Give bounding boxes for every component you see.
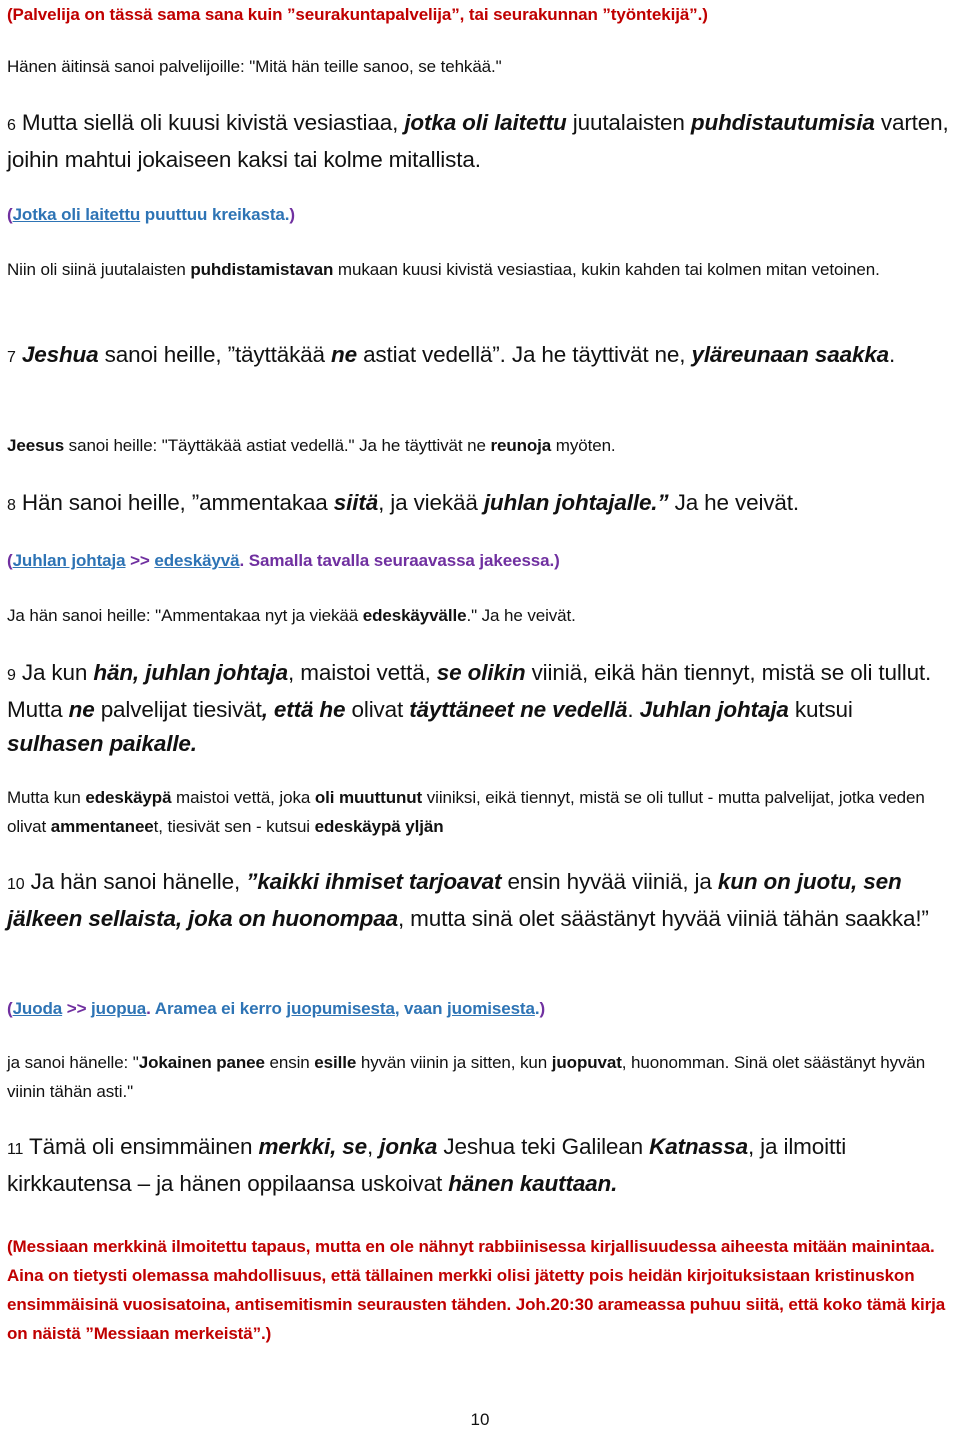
- traditional-text-v7: [7, 431, 953, 460]
- traditional-text-v6: [7, 255, 953, 284]
- verse-emphasis: juhlan johtajalle.”: [483, 490, 669, 515]
- note-term: Juoda: [12, 999, 63, 1018]
- verse-text: olivat: [345, 697, 410, 722]
- verse-6: [7, 106, 953, 177]
- note-term: juopumisesta: [286, 999, 395, 1018]
- text: ." Ja he veivät.: [466, 606, 576, 625]
- note-text: (Messiaan merkkinä ilmoitettu tapaus, mutta en ole nähnyt rabbiinisessa kirjallisuudessa aiheesta mitään mainintaa. Aina on tietysti olemassa mahdollisuus, että tällainen merkki olisi jätetty pois heidän kirjoituksistaan kristinuskon ensimmäisinä vuosisatoina, antisemitismin seurausten tähden. Joh.20:30 arameassa puhuu siitä, että koko tämä kirja on näistä ”Messiaan merkeistä”.): [7, 1237, 946, 1343]
- verse-emphasis: Katnassa: [649, 1134, 748, 1159]
- verse-emphasis: , että he: [261, 697, 346, 722]
- text: Hänen äitinsä sanoi palvelijoille: "Mitä hän teille sanoo, se tehkää.": [7, 57, 502, 76]
- note-text: , vaan: [394, 999, 448, 1018]
- note-term: juopua: [91, 999, 147, 1018]
- verse-emphasis: merkki, se: [258, 1134, 368, 1159]
- note-verse-10: [7, 994, 953, 1023]
- note-text: puuttuu kreikasta.: [140, 205, 290, 224]
- text-bold: oli muuttunut: [314, 788, 423, 807]
- verse-text: , ja viekää: [378, 490, 484, 515]
- text-bold: Jeesus: [7, 436, 65, 455]
- note-arrow: >>: [125, 551, 155, 570]
- verse-text: Jeshua teki Galilean: [437, 1134, 650, 1159]
- verse-9: [7, 656, 953, 761]
- verse-emphasis: siitä: [333, 490, 379, 515]
- paren: (: [7, 999, 13, 1018]
- verse-text: Tämä oli ensimmäinen: [23, 1134, 259, 1159]
- text: Ja hän sanoi heille: "Ammentakaa nyt ja viekää: [7, 606, 363, 625]
- text-bold: esille: [314, 1053, 357, 1072]
- verse-number: 8: [7, 497, 16, 514]
- verse-7: [7, 338, 953, 375]
- text: maistoi vettä, joka: [171, 788, 315, 807]
- verse-text: palvelijat tiesivät: [94, 697, 262, 722]
- verse-text: kutsui: [788, 697, 853, 722]
- traditional-text-v10: [7, 1048, 953, 1106]
- text-bold: ammentanee: [50, 817, 154, 836]
- note-term: Juhlan johtaja: [12, 551, 126, 570]
- verse-number: 9: [7, 667, 16, 684]
- note-text: .: [534, 999, 540, 1018]
- note-text: (Palvelija on tässä sama sana kuin ”seurakuntapalvelija”, tai seurakunnan ”työntekijä”.): [7, 5, 708, 24]
- translator-note-messiah-sign: [7, 1232, 953, 1348]
- note-term: edeskäyvä: [154, 551, 240, 570]
- text: ja sanoi hänelle: ": [7, 1053, 139, 1072]
- verse-emphasis: hän, juhlan johtaja: [93, 660, 289, 685]
- verse-text: viiniä, eikä hän tiennyt, mistä se oli tullut. Mutta: [7, 660, 932, 722]
- verse-text: Ja kun: [15, 660, 94, 685]
- text-bold: reunoja: [490, 436, 552, 455]
- text: ensin: [264, 1053, 315, 1072]
- verse-number: 7: [7, 349, 16, 366]
- traditional-text-v5: [7, 52, 953, 81]
- verse-number: 10: [7, 876, 25, 893]
- verse-text: Mutta siellä oli kuusi kivistä vesiastiaa,: [15, 110, 405, 135]
- verse-text: .: [889, 342, 896, 367]
- text-bold: edeskäypä yljän: [314, 817, 444, 836]
- text: hyvän viinin ja sitten, kun: [356, 1053, 552, 1072]
- verse-text: , ja ilmoitti kirkkautensa – ja hänen oppilaansa uskoivat: [7, 1134, 847, 1196]
- text: , huonomman. Sinä olet säästänyt hyvän viinin tähän asti.": [7, 1053, 926, 1101]
- translator-note-servant: [7, 0, 953, 29]
- verse-text: , mutta sinä olet säästänyt hyvää viiniä tähän saakka!”: [397, 906, 929, 931]
- verse-text: .: [627, 697, 640, 722]
- verse-text: Hän sanoi heille, ”ammentakaa: [15, 490, 334, 515]
- paren: (: [7, 551, 13, 570]
- paren: (: [7, 205, 13, 224]
- text: myöten.: [551, 436, 616, 455]
- verse-emphasis: ne: [68, 697, 95, 722]
- verse-emphasis: jotka oli laitettu: [404, 110, 567, 135]
- text: t, tiesivät sen - kutsui: [153, 817, 315, 836]
- paren: ): [554, 551, 560, 570]
- text-bold: puhdistamistavan: [190, 260, 334, 279]
- traditional-text-v9: [7, 783, 953, 841]
- traditional-text-v8: [7, 601, 953, 630]
- note-text: Aramea ei kerro: [150, 999, 287, 1018]
- note-term: Jotka oli laitettu: [12, 205, 141, 224]
- verse-emphasis: jonka: [379, 1134, 438, 1159]
- verse-text: Ja hän sanoi hänelle,: [24, 869, 247, 894]
- verse-emphasis: Juhlan johtaja: [639, 697, 789, 722]
- text-bold: juopuvat: [551, 1053, 622, 1072]
- verse-emphasis: täyttäneet ne vedellä: [409, 697, 628, 722]
- paren: ): [539, 999, 546, 1018]
- note-text: . Samalla tavalla seuraavassa jakeessa.: [239, 551, 555, 570]
- verse-emphasis: sulhasen paikalle.: [7, 731, 197, 756]
- note-verse-8: [7, 546, 953, 575]
- note-term: juomisesta: [447, 999, 535, 1018]
- verse-emphasis: ne: [331, 342, 357, 367]
- text-bold: Jokainen panee: [138, 1053, 265, 1072]
- verse-text: juutalaisten: [566, 110, 691, 135]
- verse-text: ensin hyvää viiniä, ja: [501, 869, 718, 894]
- verse-text: varten, joihin mahtui jokaiseen kaksi tai kolme mitallista.: [7, 110, 949, 172]
- verse-emphasis: yläreunaan saakka: [691, 342, 890, 367]
- verse-text: sanoi heille, ”täyttäkää: [98, 342, 331, 367]
- note-verse-6: [7, 200, 953, 229]
- verse-emphasis: Jeshua: [21, 342, 99, 367]
- verse-10: [7, 865, 953, 936]
- paren: ): [289, 205, 295, 224]
- text: Niin oli siinä juutalaisten: [7, 260, 191, 279]
- verse-emphasis: se olikin: [436, 660, 526, 685]
- verse-number: 11: [7, 1141, 24, 1158]
- verse-text: , maistoi vettä,: [288, 660, 437, 685]
- text: viiniksi, eikä tiennyt, mistä se oli tullut - mutta palvelijat, jotka veden olivat: [7, 788, 925, 836]
- verse-emphasis: kun on juotu, sen jälkeen sellaista, joka on huonompaa: [7, 869, 902, 931]
- text: sanoi heille: "Täyttäkää astiat vedellä." Ja he täyttivät ne: [64, 436, 491, 455]
- verse-8: [7, 486, 953, 523]
- text-bold: edeskäypä: [85, 788, 172, 807]
- verse-emphasis: hänen kauttaan.: [448, 1171, 618, 1196]
- note-text: .: [146, 999, 151, 1018]
- verse-text: astiat vedellä”. Ja he täyttivät ne,: [356, 342, 692, 367]
- verse-emphasis: ”kaikki ihmiset tarjoavat: [246, 869, 502, 894]
- text: Mutta kun: [7, 788, 86, 807]
- text-bold: edeskäyvälle: [362, 606, 467, 625]
- note-arrow: >>: [62, 999, 92, 1018]
- page-number: 10: [470, 1410, 490, 1429]
- verse-text: Ja he veivät.: [668, 490, 799, 515]
- verse-emphasis: puhdistautumisia: [690, 110, 875, 135]
- verse-text: ,: [367, 1134, 380, 1159]
- verse-number: 6: [7, 117, 16, 134]
- text: mukaan kuusi kivistä vesiastiaa, kukin kahden tai kolmen mitan vetoinen.: [333, 260, 880, 279]
- verse-11: [7, 1130, 953, 1201]
